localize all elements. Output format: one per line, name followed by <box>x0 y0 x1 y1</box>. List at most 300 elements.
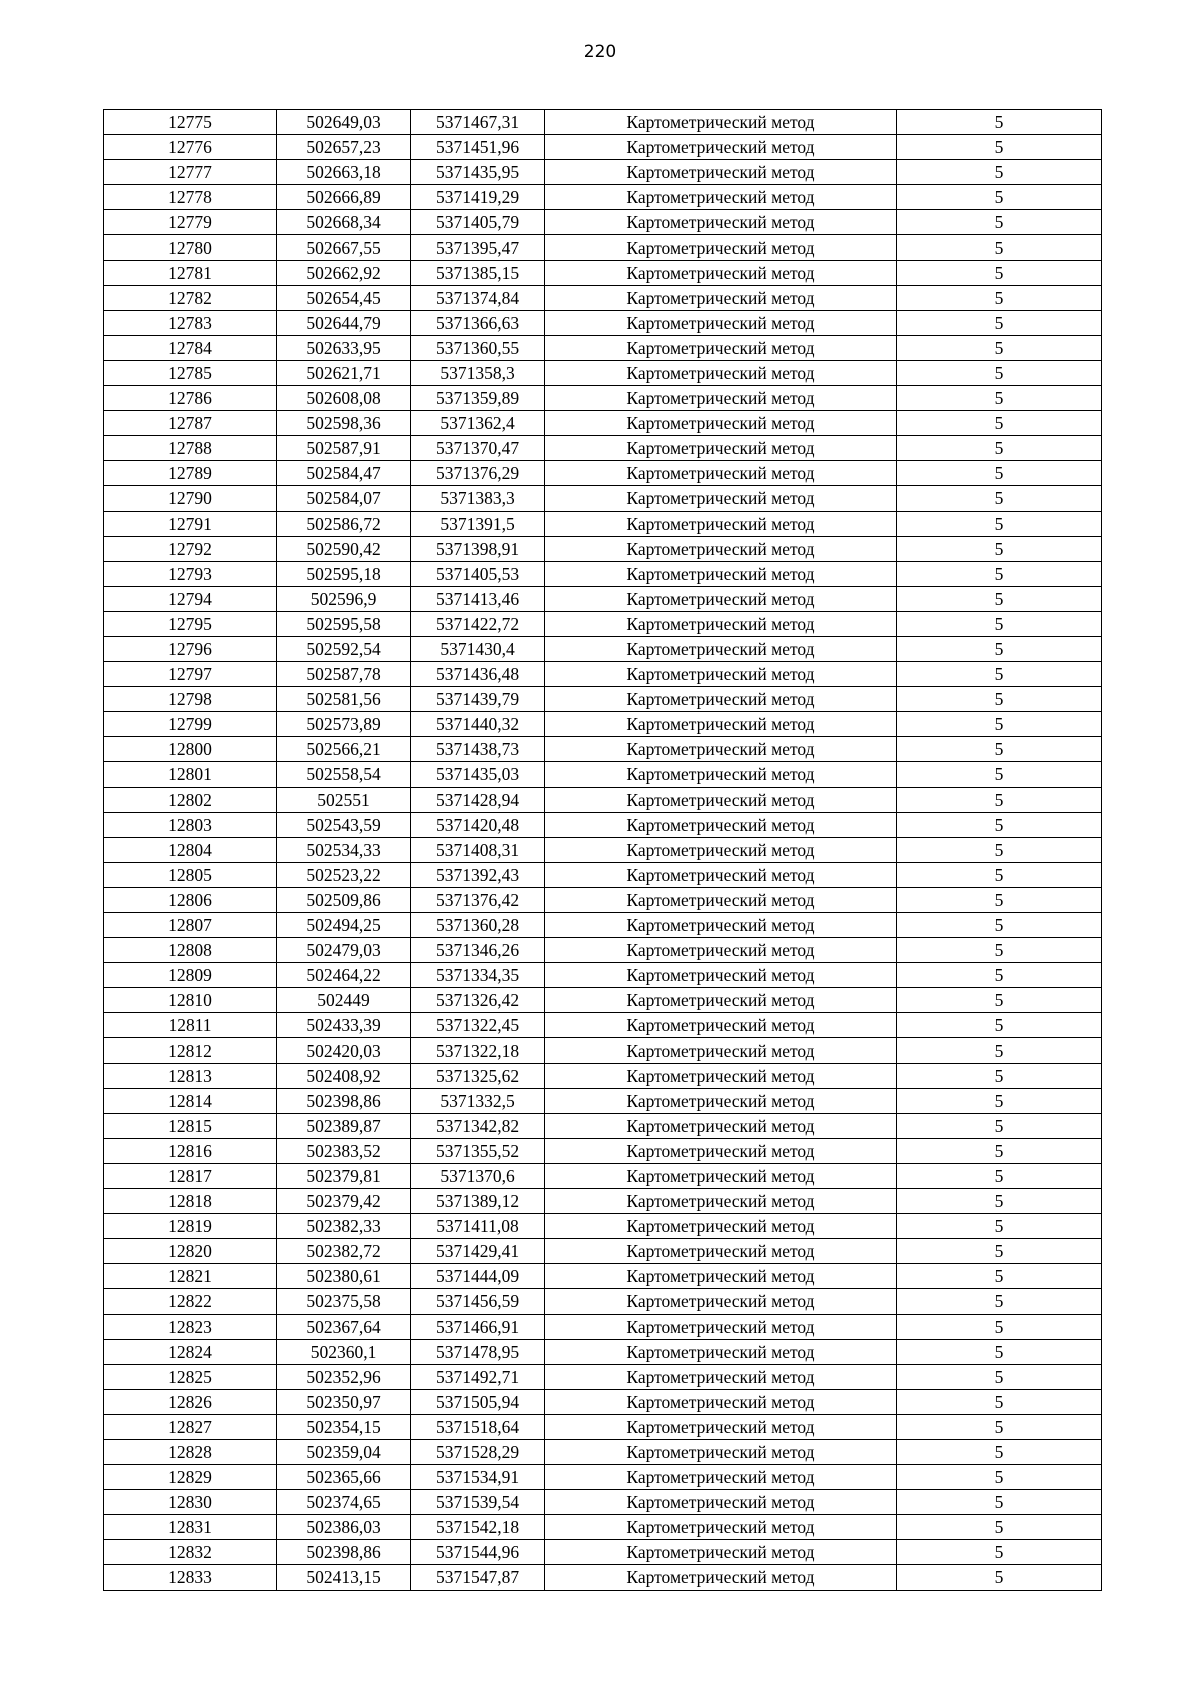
table-row <box>104 561 1102 586</box>
y-coordinate-cell: 5371420,48 <box>411 812 545 837</box>
y-coordinate-cell: 5371325,62 <box>411 1063 545 1088</box>
method-cell: Картометрический метод <box>545 1038 897 1063</box>
table-row <box>104 335 1102 360</box>
method-cell: Картометрический метод <box>545 135 897 160</box>
table-row <box>104 1214 1102 1239</box>
method-cell: Картометрический метод <box>545 561 897 586</box>
accuracy-cell: 5 <box>897 737 1102 762</box>
method-cell: Картометрический метод <box>545 586 897 611</box>
y-coordinate-cell: 5371405,53 <box>411 561 545 586</box>
accuracy-cell: 5 <box>897 1163 1102 1188</box>
x-coordinate-cell: 502558,54 <box>277 762 411 787</box>
accuracy-cell: 5 <box>897 611 1102 636</box>
y-coordinate-cell: 5371478,95 <box>411 1339 545 1364</box>
page-number: 220 <box>583 42 617 62</box>
accuracy-cell: 5 <box>897 411 1102 436</box>
table-row <box>104 1364 1102 1389</box>
accuracy-cell: 5 <box>897 963 1102 988</box>
point-number-cell: 12820 <box>104 1239 277 1264</box>
accuracy-cell: 5 <box>897 988 1102 1013</box>
table-row <box>104 988 1102 1013</box>
point-number-cell: 12783 <box>104 310 277 335</box>
y-coordinate-cell: 5371436,48 <box>411 662 545 687</box>
x-coordinate-cell: 502590,42 <box>277 536 411 561</box>
y-coordinate-cell: 5371429,41 <box>411 1239 545 1264</box>
method-cell: Картометрический метод <box>545 1389 897 1414</box>
point-number-cell: 12801 <box>104 762 277 787</box>
table-row <box>104 737 1102 762</box>
y-coordinate-cell: 5371358,3 <box>411 360 545 385</box>
x-coordinate-cell: 502668,34 <box>277 210 411 235</box>
point-number-cell: 12789 <box>104 461 277 486</box>
method-cell: Картометрический метод <box>545 1414 897 1439</box>
y-coordinate-cell: 5371346,26 <box>411 938 545 963</box>
method-cell: Картометрический метод <box>545 1339 897 1364</box>
x-coordinate-cell: 502662,92 <box>277 260 411 285</box>
table-row <box>104 436 1102 461</box>
table-body <box>104 110 1102 1591</box>
x-coordinate-cell: 502608,08 <box>277 386 411 411</box>
table-row <box>104 360 1102 385</box>
method-cell: Картометрический метод <box>545 210 897 235</box>
accuracy-cell: 5 <box>897 210 1102 235</box>
point-number-cell: 12830 <box>104 1490 277 1515</box>
table-row <box>104 285 1102 310</box>
accuracy-cell: 5 <box>897 862 1102 887</box>
accuracy-cell: 5 <box>897 1289 1102 1314</box>
accuracy-cell: 5 <box>897 1113 1102 1138</box>
method-cell: Картометрический метод <box>545 687 897 712</box>
y-coordinate-cell: 5371359,89 <box>411 386 545 411</box>
accuracy-cell: 5 <box>897 1239 1102 1264</box>
point-number-cell: 12786 <box>104 386 277 411</box>
point-number-cell: 12805 <box>104 862 277 887</box>
accuracy-cell: 5 <box>897 511 1102 536</box>
y-coordinate-cell: 5371376,42 <box>411 887 545 912</box>
y-coordinate-cell: 5371398,91 <box>411 536 545 561</box>
accuracy-cell: 5 <box>897 662 1102 687</box>
x-coordinate-cell: 502654,45 <box>277 285 411 310</box>
table-row <box>104 787 1102 812</box>
method-cell: Картометрический метод <box>545 862 897 887</box>
table-row <box>104 938 1102 963</box>
method-cell: Картометрический метод <box>545 1515 897 1540</box>
y-coordinate-cell: 5371366,63 <box>411 310 545 335</box>
accuracy-cell: 5 <box>897 386 1102 411</box>
table-row <box>104 1515 1102 1540</box>
method-cell: Картометрический метод <box>545 1113 897 1138</box>
point-number-cell: 12795 <box>104 611 277 636</box>
accuracy-cell: 5 <box>897 1339 1102 1364</box>
table-row <box>104 1289 1102 1314</box>
method-cell: Картометрический метод <box>545 762 897 787</box>
x-coordinate-cell: 502398,86 <box>277 1540 411 1565</box>
method-cell: Картометрический метод <box>545 235 897 260</box>
point-number-cell: 12814 <box>104 1088 277 1113</box>
coordinates-table <box>103 109 1102 1591</box>
method-cell: Картометрический метод <box>545 1189 897 1214</box>
point-number-cell: 12804 <box>104 837 277 862</box>
x-coordinate-cell: 502584,47 <box>277 461 411 486</box>
accuracy-cell: 5 <box>897 938 1102 963</box>
accuracy-cell: 5 <box>897 1414 1102 1439</box>
table-row <box>104 812 1102 837</box>
y-coordinate-cell: 5371542,18 <box>411 1515 545 1540</box>
accuracy-cell: 5 <box>897 461 1102 486</box>
table-row <box>104 185 1102 210</box>
x-coordinate-cell: 502350,97 <box>277 1389 411 1414</box>
accuracy-cell: 5 <box>897 586 1102 611</box>
method-cell: Картометрический метод <box>545 536 897 561</box>
table-row <box>104 486 1102 511</box>
method-cell: Картометрический метод <box>545 260 897 285</box>
table-row <box>104 1239 1102 1264</box>
y-coordinate-cell: 5371444,09 <box>411 1264 545 1289</box>
point-number-cell: 12823 <box>104 1314 277 1339</box>
x-coordinate-cell: 502420,03 <box>277 1038 411 1063</box>
point-number-cell: 12821 <box>104 1264 277 1289</box>
table-row <box>104 887 1102 912</box>
accuracy-cell: 5 <box>897 1465 1102 1490</box>
y-coordinate-cell: 5371435,95 <box>411 160 545 185</box>
y-coordinate-cell: 5371466,91 <box>411 1314 545 1339</box>
y-coordinate-cell: 5371385,15 <box>411 260 545 285</box>
point-number-cell: 12788 <box>104 436 277 461</box>
x-coordinate-cell: 502523,22 <box>277 862 411 887</box>
method-cell: Картометрический метод <box>545 1465 897 1490</box>
method-cell: Картометрический метод <box>545 938 897 963</box>
method-cell: Картометрический метод <box>545 110 897 135</box>
accuracy-cell: 5 <box>897 1063 1102 1088</box>
point-number-cell: 12808 <box>104 938 277 963</box>
point-number-cell: 12790 <box>104 486 277 511</box>
table-row <box>104 963 1102 988</box>
method-cell: Картометрический метод <box>545 787 897 812</box>
x-coordinate-cell: 502365,66 <box>277 1465 411 1490</box>
x-coordinate-cell: 502382,72 <box>277 1239 411 1264</box>
table-row <box>104 210 1102 235</box>
x-coordinate-cell: 502573,89 <box>277 712 411 737</box>
y-coordinate-cell: 5371342,82 <box>411 1113 545 1138</box>
table-row <box>104 1163 1102 1188</box>
y-coordinate-cell: 5371355,52 <box>411 1138 545 1163</box>
method-cell: Картометрический метод <box>545 988 897 1013</box>
point-number-cell: 12779 <box>104 210 277 235</box>
method-cell: Картометрический метод <box>545 737 897 762</box>
point-number-cell: 12810 <box>104 988 277 1013</box>
point-number-cell: 12829 <box>104 1465 277 1490</box>
y-coordinate-cell: 5371422,72 <box>411 611 545 636</box>
table-row <box>104 1013 1102 1038</box>
point-number-cell: 12797 <box>104 662 277 687</box>
table-row <box>104 135 1102 160</box>
point-number-cell: 12822 <box>104 1289 277 1314</box>
y-coordinate-cell: 5371392,43 <box>411 862 545 887</box>
method-cell: Картометрический метод <box>545 913 897 938</box>
method-cell: Картометрический метод <box>545 1314 897 1339</box>
point-number-cell: 12802 <box>104 787 277 812</box>
point-number-cell: 12828 <box>104 1439 277 1464</box>
x-coordinate-cell: 502379,81 <box>277 1163 411 1188</box>
x-coordinate-cell: 502464,22 <box>277 963 411 988</box>
accuracy-cell: 5 <box>897 135 1102 160</box>
y-coordinate-cell: 5371439,79 <box>411 687 545 712</box>
x-coordinate-cell: 502666,89 <box>277 185 411 210</box>
x-coordinate-cell: 502449 <box>277 988 411 1013</box>
method-cell: Картометрический метод <box>545 812 897 837</box>
table-row <box>104 662 1102 687</box>
accuracy-cell: 5 <box>897 1565 1102 1590</box>
y-coordinate-cell: 5371518,64 <box>411 1414 545 1439</box>
accuracy-cell: 5 <box>897 360 1102 385</box>
table-row <box>104 1264 1102 1289</box>
point-number-cell: 12824 <box>104 1339 277 1364</box>
point-number-cell: 12781 <box>104 260 277 285</box>
x-coordinate-cell: 502595,18 <box>277 561 411 586</box>
y-coordinate-cell: 5371539,54 <box>411 1490 545 1515</box>
point-number-cell: 12796 <box>104 636 277 661</box>
table-row <box>104 1540 1102 1565</box>
table-row <box>104 1414 1102 1439</box>
y-coordinate-cell: 5371467,31 <box>411 110 545 135</box>
point-number-cell: 12813 <box>104 1063 277 1088</box>
method-cell: Картометрический метод <box>545 1214 897 1239</box>
y-coordinate-cell: 5371332,5 <box>411 1088 545 1113</box>
x-coordinate-cell: 502408,92 <box>277 1063 411 1088</box>
y-coordinate-cell: 5371391,5 <box>411 511 545 536</box>
accuracy-cell: 5 <box>897 812 1102 837</box>
x-coordinate-cell: 502534,33 <box>277 837 411 862</box>
accuracy-cell: 5 <box>897 1264 1102 1289</box>
point-number-cell: 12812 <box>104 1038 277 1063</box>
y-coordinate-cell: 5371413,46 <box>411 586 545 611</box>
point-number-cell: 12817 <box>104 1163 277 1188</box>
point-number-cell: 12798 <box>104 687 277 712</box>
point-number-cell: 12825 <box>104 1364 277 1389</box>
table-row <box>104 1314 1102 1339</box>
accuracy-cell: 5 <box>897 310 1102 335</box>
point-number-cell: 12818 <box>104 1189 277 1214</box>
accuracy-cell: 5 <box>897 1389 1102 1414</box>
method-cell: Картометрический метод <box>545 386 897 411</box>
x-coordinate-cell: 502433,39 <box>277 1013 411 1038</box>
table-row <box>104 1113 1102 1138</box>
x-coordinate-cell: 502509,86 <box>277 887 411 912</box>
x-coordinate-cell: 502359,04 <box>277 1439 411 1464</box>
x-coordinate-cell: 502621,71 <box>277 360 411 385</box>
accuracy-cell: 5 <box>897 1138 1102 1163</box>
point-number-cell: 12809 <box>104 963 277 988</box>
x-coordinate-cell: 502657,23 <box>277 135 411 160</box>
x-coordinate-cell: 502649,03 <box>277 110 411 135</box>
method-cell: Картометрический метод <box>545 360 897 385</box>
accuracy-cell: 5 <box>897 335 1102 360</box>
accuracy-cell: 5 <box>897 536 1102 561</box>
method-cell: Картометрический метод <box>545 185 897 210</box>
table-row <box>104 1490 1102 1515</box>
x-coordinate-cell: 502581,56 <box>277 687 411 712</box>
table-row <box>104 235 1102 260</box>
method-cell: Картометрический метод <box>545 486 897 511</box>
x-coordinate-cell: 502596,9 <box>277 586 411 611</box>
point-number-cell: 12832 <box>104 1540 277 1565</box>
method-cell: Картометрический метод <box>545 1439 897 1464</box>
point-number-cell: 12803 <box>104 812 277 837</box>
table-row <box>104 712 1102 737</box>
accuracy-cell: 5 <box>897 110 1102 135</box>
y-coordinate-cell: 5371376,29 <box>411 461 545 486</box>
accuracy-cell: 5 <box>897 160 1102 185</box>
point-number-cell: 12792 <box>104 536 277 561</box>
y-coordinate-cell: 5371430,4 <box>411 636 545 661</box>
y-coordinate-cell: 5371395,47 <box>411 235 545 260</box>
point-number-cell: 12816 <box>104 1138 277 1163</box>
point-number-cell: 12819 <box>104 1214 277 1239</box>
x-coordinate-cell: 502398,86 <box>277 1088 411 1113</box>
x-coordinate-cell: 502352,96 <box>277 1364 411 1389</box>
table-row <box>104 862 1102 887</box>
accuracy-cell: 5 <box>897 235 1102 260</box>
table-row <box>104 536 1102 561</box>
point-number-cell: 12791 <box>104 511 277 536</box>
point-number-cell: 12833 <box>104 1565 277 1590</box>
table-row <box>104 636 1102 661</box>
accuracy-cell: 5 <box>897 913 1102 938</box>
method-cell: Картометрический метод <box>545 1490 897 1515</box>
method-cell: Картометрический метод <box>545 1565 897 1590</box>
method-cell: Картометрический метод <box>545 1163 897 1188</box>
table-row <box>104 411 1102 436</box>
method-cell: Картометрический метод <box>545 511 897 536</box>
accuracy-cell: 5 <box>897 260 1102 285</box>
point-number-cell: 12811 <box>104 1013 277 1038</box>
accuracy-cell: 5 <box>897 486 1102 511</box>
y-coordinate-cell: 5371534,91 <box>411 1465 545 1490</box>
x-coordinate-cell: 502633,95 <box>277 335 411 360</box>
y-coordinate-cell: 5371405,79 <box>411 210 545 235</box>
y-coordinate-cell: 5371383,3 <box>411 486 545 511</box>
method-cell: Картометрический метод <box>545 611 897 636</box>
y-coordinate-cell: 5371370,6 <box>411 1163 545 1188</box>
x-coordinate-cell: 502389,87 <box>277 1113 411 1138</box>
y-coordinate-cell: 5371408,31 <box>411 837 545 862</box>
table-row <box>104 511 1102 536</box>
method-cell: Картометрический метод <box>545 1063 897 1088</box>
method-cell: Картометрический метод <box>545 1088 897 1113</box>
y-coordinate-cell: 5371370,47 <box>411 436 545 461</box>
x-coordinate-cell: 502375,58 <box>277 1289 411 1314</box>
table-row <box>104 687 1102 712</box>
point-number-cell: 12778 <box>104 185 277 210</box>
x-coordinate-cell: 502360,1 <box>277 1339 411 1364</box>
accuracy-cell: 5 <box>897 837 1102 862</box>
method-cell: Картометрический метод <box>545 285 897 310</box>
x-coordinate-cell: 502584,07 <box>277 486 411 511</box>
y-coordinate-cell: 5371374,84 <box>411 285 545 310</box>
table-row <box>104 762 1102 787</box>
point-number-cell: 12780 <box>104 235 277 260</box>
point-number-cell: 12776 <box>104 135 277 160</box>
table-row <box>104 611 1102 636</box>
y-coordinate-cell: 5371360,28 <box>411 913 545 938</box>
x-coordinate-cell: 502379,42 <box>277 1189 411 1214</box>
table-row <box>104 461 1102 486</box>
y-coordinate-cell: 5371456,59 <box>411 1289 545 1314</box>
y-coordinate-cell: 5371389,12 <box>411 1189 545 1214</box>
y-coordinate-cell: 5371322,18 <box>411 1038 545 1063</box>
y-coordinate-cell: 5371544,96 <box>411 1540 545 1565</box>
accuracy-cell: 5 <box>897 687 1102 712</box>
accuracy-cell: 5 <box>897 712 1102 737</box>
x-coordinate-cell: 502644,79 <box>277 310 411 335</box>
x-coordinate-cell: 502598,36 <box>277 411 411 436</box>
x-coordinate-cell: 502374,65 <box>277 1490 411 1515</box>
y-coordinate-cell: 5371528,29 <box>411 1439 545 1464</box>
accuracy-cell: 5 <box>897 1189 1102 1214</box>
table-row <box>104 586 1102 611</box>
method-cell: Картометрический метод <box>545 662 897 687</box>
point-number-cell: 12800 <box>104 737 277 762</box>
table-row <box>104 1189 1102 1214</box>
point-number-cell: 12782 <box>104 285 277 310</box>
accuracy-cell: 5 <box>897 1214 1102 1239</box>
accuracy-cell: 5 <box>897 1038 1102 1063</box>
table-row <box>104 837 1102 862</box>
point-number-cell: 12785 <box>104 360 277 385</box>
method-cell: Картометрический метод <box>545 160 897 185</box>
point-number-cell: 12831 <box>104 1515 277 1540</box>
accuracy-cell: 5 <box>897 1490 1102 1515</box>
accuracy-cell: 5 <box>897 1515 1102 1540</box>
point-number-cell: 12799 <box>104 712 277 737</box>
method-cell: Картометрический метод <box>545 310 897 335</box>
x-coordinate-cell: 502367,64 <box>277 1314 411 1339</box>
point-number-cell: 12784 <box>104 335 277 360</box>
table-row <box>104 160 1102 185</box>
table-row <box>104 1138 1102 1163</box>
point-number-cell: 12777 <box>104 160 277 185</box>
x-coordinate-cell: 502587,91 <box>277 436 411 461</box>
method-cell: Картометрический метод <box>545 1264 897 1289</box>
y-coordinate-cell: 5371419,29 <box>411 185 545 210</box>
y-coordinate-cell: 5371492,71 <box>411 1364 545 1389</box>
accuracy-cell: 5 <box>897 1013 1102 1038</box>
x-coordinate-cell: 502667,55 <box>277 235 411 260</box>
table-row <box>104 913 1102 938</box>
method-cell: Картометрический метод <box>545 963 897 988</box>
table-row <box>104 1439 1102 1464</box>
table-row <box>104 110 1102 135</box>
accuracy-cell: 5 <box>897 787 1102 812</box>
accuracy-cell: 5 <box>897 636 1102 661</box>
accuracy-cell: 5 <box>897 1364 1102 1389</box>
y-coordinate-cell: 5371411,08 <box>411 1214 545 1239</box>
accuracy-cell: 5 <box>897 1439 1102 1464</box>
accuracy-cell: 5 <box>897 1314 1102 1339</box>
accuracy-cell: 5 <box>897 887 1102 912</box>
point-number-cell: 12806 <box>104 887 277 912</box>
method-cell: Картометрический метод <box>545 1540 897 1565</box>
method-cell: Картометрический метод <box>545 411 897 436</box>
point-number-cell: 12826 <box>104 1389 277 1414</box>
accuracy-cell: 5 <box>897 185 1102 210</box>
x-coordinate-cell: 502380,61 <box>277 1264 411 1289</box>
x-coordinate-cell: 502566,21 <box>277 737 411 762</box>
y-coordinate-cell: 5371547,87 <box>411 1565 545 1590</box>
point-number-cell: 12787 <box>104 411 277 436</box>
method-cell: Картометрический метод <box>545 887 897 912</box>
x-coordinate-cell: 502587,78 <box>277 662 411 687</box>
